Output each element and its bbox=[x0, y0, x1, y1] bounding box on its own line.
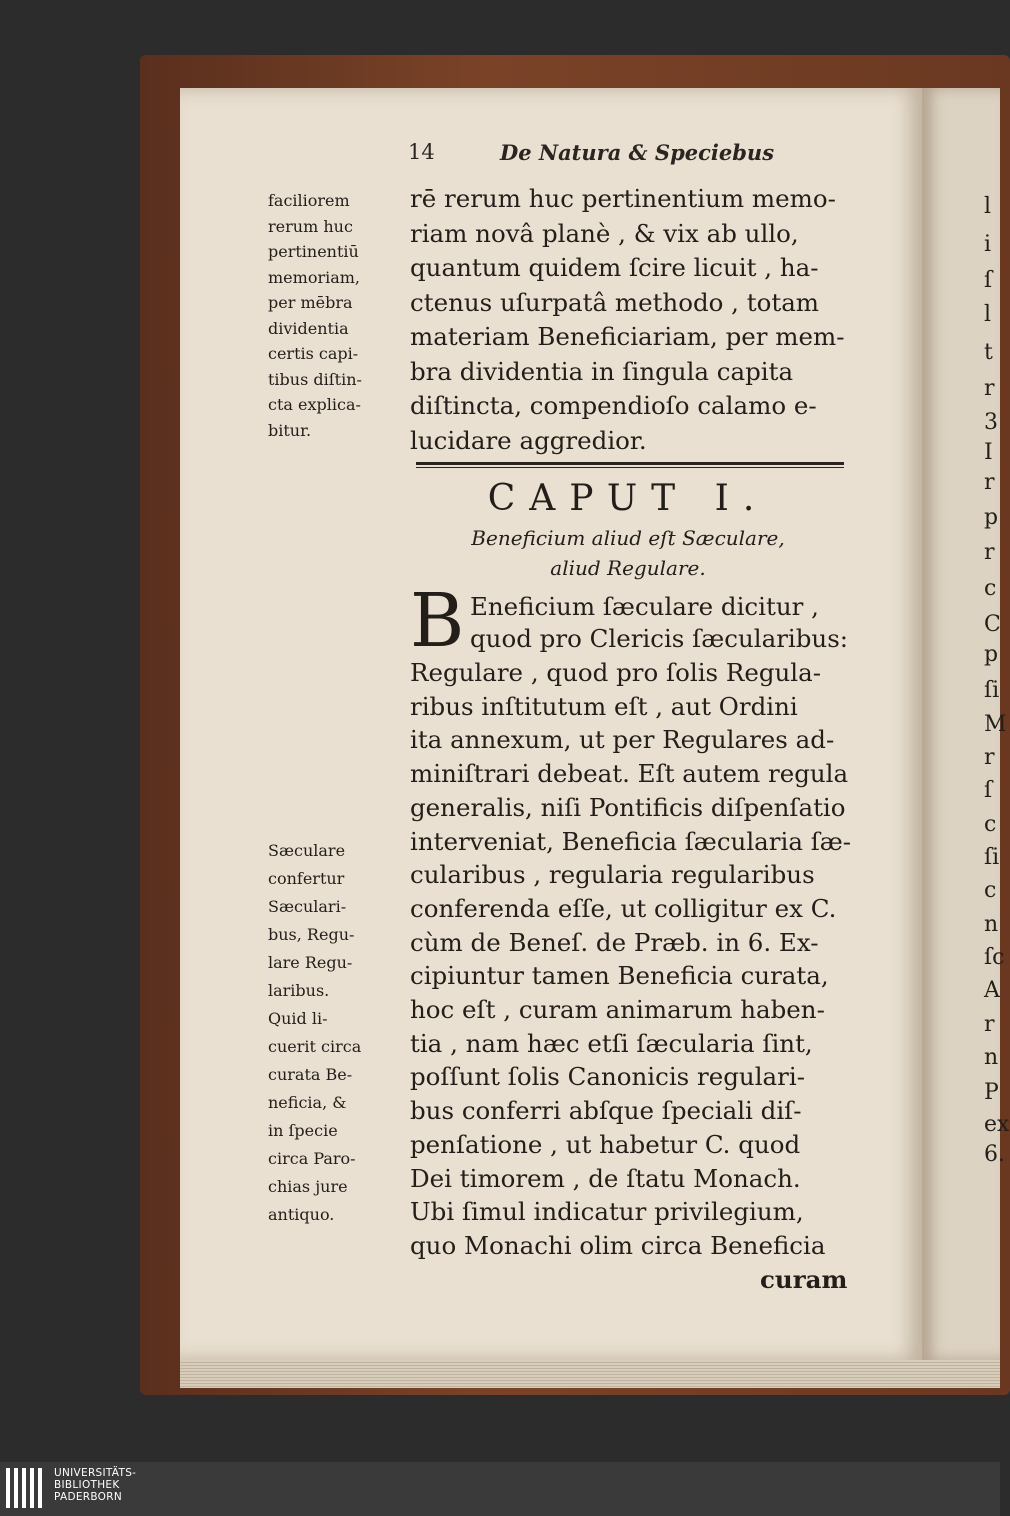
body-line-17: Ubi ſimul indicatur privilegium, bbox=[410, 1197, 804, 1227]
right-page-fragment: C bbox=[984, 612, 1001, 637]
intro-line-1: rē rerum huc pertinentium memo- bbox=[410, 184, 836, 213]
intro-line-3: quantum quidem ſcire licuit , ha- bbox=[410, 253, 819, 282]
library-name-line-3: PADERBORN bbox=[54, 1491, 122, 1503]
right-page-fragment: I bbox=[984, 440, 993, 465]
right-page-fragment: ex bbox=[984, 1112, 1010, 1137]
margin-note-2-line-6: laribus. bbox=[268, 981, 330, 1000]
margin-note-2-line-5: lare Regu- bbox=[268, 953, 353, 972]
body-line-16: Dei timorem , de ſtatu Monach. bbox=[410, 1163, 801, 1193]
margin-note-2-line-4: bus, Regu- bbox=[268, 925, 355, 944]
right-page-fragment: ſc bbox=[984, 945, 1005, 970]
right-page-fragment: r bbox=[984, 376, 995, 401]
margin-note-2-line-7: Quid li- bbox=[268, 1009, 328, 1028]
right-page-fragment: n bbox=[984, 1045, 999, 1070]
margin-note-1-line-5: per mēbra bbox=[268, 293, 353, 312]
margin-note-2-line-14: antiquo. bbox=[268, 1205, 335, 1224]
right-page-fragment: c bbox=[984, 576, 997, 601]
body-first-line-1: Eneficium ſæculare dicitur , bbox=[470, 592, 819, 621]
right-page-fragment: ſi bbox=[984, 845, 1000, 870]
body-line-13: poſſunt ſolis Canonicis regulari- bbox=[410, 1062, 805, 1092]
body-line-9: cùm de Beneſ. de Præb. in 6. Ex- bbox=[410, 927, 819, 957]
body-line-1: Regulare , quod pro ſolis Regula- bbox=[410, 658, 822, 687]
body-line-10: cipiuntur tamen Beneficia curata, bbox=[410, 961, 829, 991]
margin-note-2-line-8: cuerit circa bbox=[268, 1037, 362, 1056]
right-page-fragment: r bbox=[984, 1012, 995, 1037]
right-page-fragment: ſi bbox=[984, 678, 1000, 703]
section-rule bbox=[416, 462, 844, 465]
body-line-4: miniſtrari debeat. Eſt autem regula bbox=[410, 759, 849, 789]
margin-note-2-line-1: Sæculare bbox=[268, 841, 346, 860]
margin-note-2-line-3: Sæculari- bbox=[268, 897, 347, 916]
intro-line-2: riam novâ planè , & vix ab ullo, bbox=[410, 218, 799, 248]
right-page-fragment: 3 bbox=[984, 410, 998, 435]
margin-note-1-line-4: memoriam, bbox=[268, 267, 361, 287]
body-line-14: bus conferri abſque ſpeciali diſ- bbox=[410, 1096, 802, 1126]
library-name-line-2: BIBLIOTHEK bbox=[54, 1479, 120, 1491]
margin-note-1-line-3: pertinentiū bbox=[268, 242, 359, 261]
margin-note-1-line-2: rerum huc bbox=[268, 216, 353, 236]
right-page-fragment: 6. bbox=[984, 1142, 1005, 1167]
running-title: De Natura & Speciebus bbox=[500, 140, 775, 165]
footer-bar bbox=[0, 1462, 1000, 1516]
page-edge-right bbox=[922, 1360, 1000, 1388]
right-page-fragment: ſ bbox=[984, 778, 993, 803]
page-number: 14 bbox=[408, 140, 435, 164]
chapter-subtitle-line-1: Beneficium aliud eſt Sæculare, bbox=[471, 526, 785, 550]
intro-line-8: lucidare aggredior. bbox=[410, 425, 647, 455]
body-line-12: tia , nam hæc etſi ſæcularia ſint, bbox=[410, 1028, 813, 1058]
right-page-fragment: c bbox=[984, 812, 997, 837]
right-page-fragment: A bbox=[984, 978, 1000, 1003]
section-rule-thin bbox=[416, 467, 844, 468]
margin-note-1-line-8: tibus diſtin- bbox=[268, 369, 362, 389]
body-line-3: ita annexum, ut per Regulares ad- bbox=[410, 725, 835, 755]
right-page-fragment: l bbox=[984, 302, 992, 327]
margin-note-2-line-10: neficia, & bbox=[268, 1093, 347, 1112]
intro-line-4: ctenus uſurpatâ methodo , totam bbox=[410, 287, 820, 317]
page-edge bbox=[180, 1360, 922, 1388]
right-page-fragment: r bbox=[984, 540, 995, 565]
right-page-fragment: n bbox=[984, 912, 999, 937]
body-line-15: penſatione , ut habetur C. quod bbox=[410, 1129, 801, 1159]
right-page-fragment: r bbox=[984, 745, 995, 770]
margin-note-2-line-11: in ſpecie bbox=[268, 1121, 338, 1140]
margin-note-1-line-1: faciliorem bbox=[268, 191, 350, 210]
intro-line-6: bra dividentia in ſingula capita bbox=[410, 356, 794, 386]
body-line-11: hoc eſt , curam animarum haben- bbox=[410, 995, 825, 1024]
intro-line-5: materiam Beneficiariam, per mem- bbox=[410, 322, 845, 351]
catchword: curam bbox=[760, 1265, 848, 1294]
chapter-subtitle-line-2: aliud Regulare. bbox=[550, 556, 706, 580]
right-page-fragment: i bbox=[984, 232, 992, 257]
drop-capital: B bbox=[410, 578, 465, 664]
margin-note-1-line-6: dividentia bbox=[268, 318, 349, 338]
body-line-2: ribus inſtitutum eſt , aut Ordini bbox=[410, 691, 798, 721]
margin-note-2-line-9: curata Be- bbox=[268, 1065, 353, 1084]
body-line-5: generalis, niſi Pontificis diſpenſatio bbox=[410, 792, 846, 822]
body-line-8: conferenda eſſe, ut colligitur ex C. bbox=[410, 893, 837, 923]
margin-note-1-line-9: cta explica- bbox=[268, 395, 361, 414]
margin-note-2-line-12: circa Paro- bbox=[268, 1149, 356, 1168]
body-first-line-2: quod pro Clericis ſæcularibus: bbox=[470, 624, 849, 653]
right-page-fragment: M bbox=[984, 712, 1007, 737]
right-page-fragment: r bbox=[984, 470, 995, 495]
right-page-fragment: l bbox=[984, 194, 992, 219]
library-logo-icon bbox=[6, 1468, 46, 1508]
right-page-fragment: P bbox=[984, 1080, 999, 1105]
margin-note-2-line-2: confertur bbox=[268, 869, 345, 888]
margin-note-1-line-10: bitur. bbox=[268, 420, 312, 440]
right-page-fragment: p bbox=[984, 505, 999, 530]
body-line-6: interveniat, Beneficia ſæcularia ſæ- bbox=[410, 826, 852, 856]
right-page-fragment: ſ bbox=[984, 268, 993, 293]
library-name-line-1: UNIVERSITÄTS- bbox=[54, 1467, 137, 1479]
margin-note-1-line-7: certis capi- bbox=[268, 344, 359, 363]
right-page-fragment: t bbox=[984, 340, 993, 365]
body-line-18: quo Monachi olim circa Beneficia bbox=[410, 1230, 826, 1260]
right-page-fragment: p bbox=[984, 642, 999, 667]
right-page bbox=[922, 88, 1010, 1360]
body-line-7: cularibus , regularia regularibus bbox=[410, 860, 815, 890]
margin-note-2-line-13: chias jure bbox=[268, 1177, 348, 1196]
right-page-fragment: c bbox=[984, 878, 997, 903]
intro-line-7: diſtincta, compendioſo calamo e- bbox=[410, 391, 817, 420]
chapter-heading: CAPUT I. bbox=[487, 478, 769, 519]
